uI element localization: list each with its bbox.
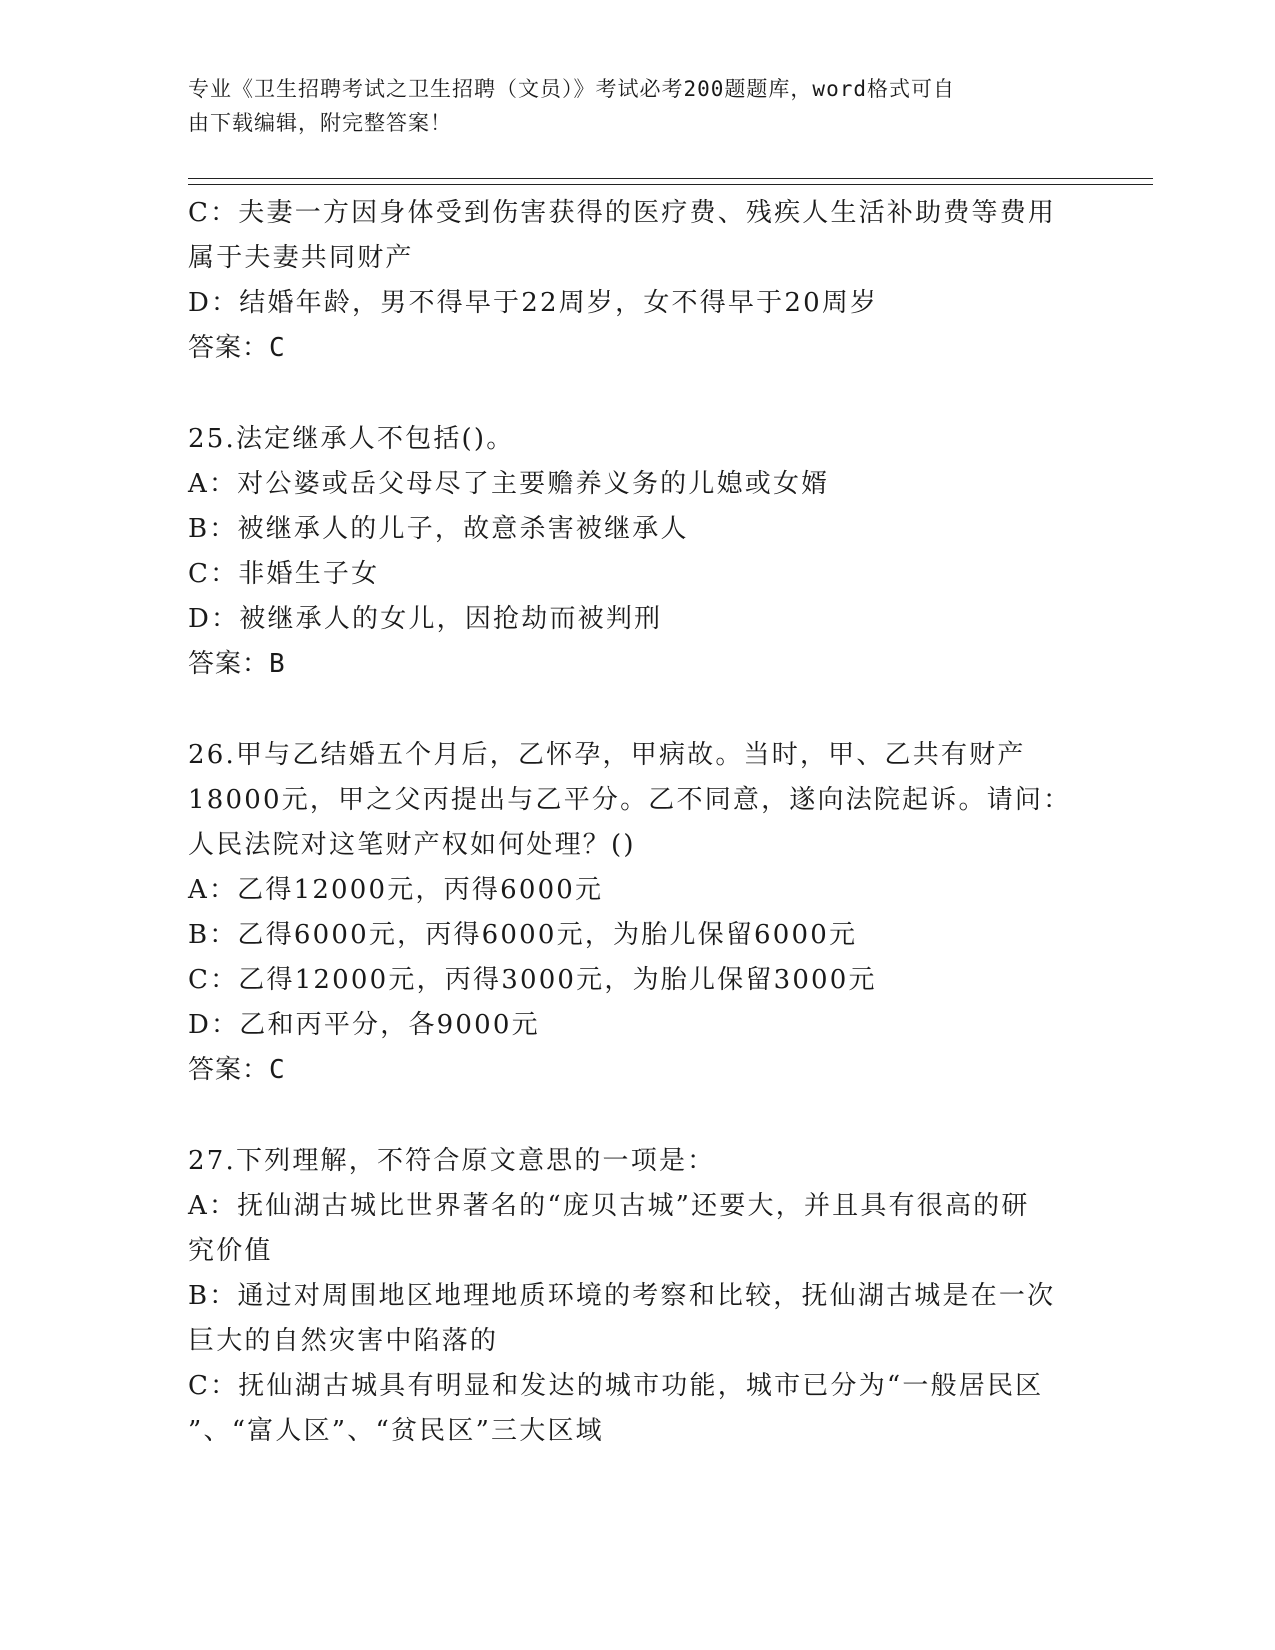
question-stem-line-1: 26.甲与乙结婚五个月后，乙怀孕，甲病故。当时，甲、乙共有财产 [188,740,1026,770]
question-25 [188,417,1088,687]
option-c-line-1: C：夫妻一方因身体受到伤害获得的医疗费、残疾人生活补助费等费用 [188,198,1057,228]
option-c-line-2: 属于夫妻共同财产 [188,243,414,273]
header-divider-bottom [188,184,1153,185]
answer: 答案：C [188,1055,286,1085]
option-a-line-2: 究价值 [188,1236,273,1266]
option-a-line-1: A：抚仙湖古城比世界著名的“庞贝古城”还要大，并且具有很高的研 [188,1191,1030,1221]
header-divider-top [188,178,1153,179]
question-26 [188,733,1088,1093]
document-header [188,72,1068,140]
spacer [188,371,1088,417]
question-stem-line-2: 18000元，甲之父丙提出与乙平分。乙不同意，遂向法院起诉。请问： [188,785,1072,815]
option-c-line-2: ”、“富人区”、“贫民区”三大区域 [188,1416,604,1446]
question-stem-line-3: 人民法院对这笔财产权如何处理？() [188,830,636,860]
question-27 [188,1139,1088,1454]
document-body [188,191,1088,1454]
option-b-line-2: 巨大的自然灾害中陷落的 [188,1326,499,1356]
spacer [188,1093,1088,1139]
option-b: B：乙得6000元，丙得6000元，为胎儿保留6000元 [188,920,858,950]
option-c-line-1: C：抚仙湖古城具有明显和发达的城市功能，城市已分为“一般居民区 [188,1371,1044,1401]
header-line-2: 由下载编辑，附完整答案！ [188,111,452,135]
option-c: C：乙得12000元，丙得3000元，为胎儿保留3000元 [188,965,877,995]
question-stem: 27.下列理解，不符合原文意思的一项是： [188,1146,716,1176]
option-d: D：被继承人的女儿，因抢劫而被判刑 [188,604,663,634]
option-b: B：被继承人的儿子，故意杀害被继承人 [188,514,689,544]
answer: 答案：C [188,333,286,363]
answer: 答案：B [188,649,286,679]
spacer [188,687,1088,733]
option-c: C：非婚生子女 [188,559,380,589]
option-a: A：乙得12000元，丙得6000元 [188,875,604,905]
question-24-continued [188,191,1088,371]
question-stem: 25.法定继承人不包括()。 [188,424,515,454]
option-d: D：乙和丙平分，各9000元 [188,1010,540,1040]
header-line-1: 专业《卫生招聘考试之卫生招聘（文员）》考试必考200题题库，word格式可自 [188,77,955,101]
option-b-line-1: B：通过对周围地区地理地质环境的考察和比较，抚仙湖古城是在一次 [188,1281,1056,1311]
option-a: A：对公婆或岳父母尽了主要赡养义务的儿媳或女婿 [188,469,830,499]
option-d: D：结婚年龄，男不得早于22周岁，女不得早于20周岁 [188,288,879,318]
